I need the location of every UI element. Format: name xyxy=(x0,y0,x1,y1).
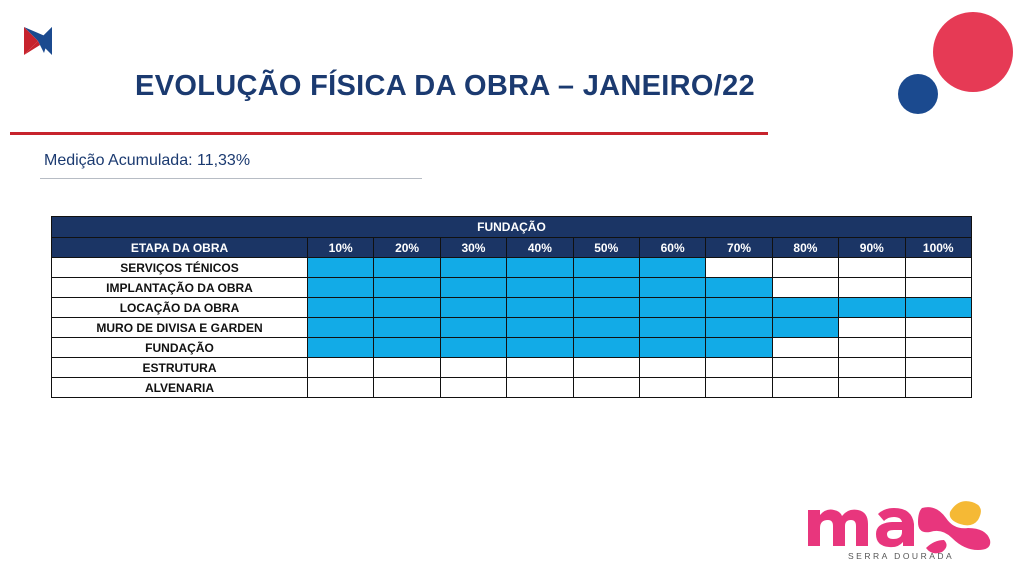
progress-cell-filled xyxy=(573,278,639,298)
progress-cell-filled xyxy=(706,338,772,358)
progress-cell-filled xyxy=(440,258,506,278)
progress-cell-filled xyxy=(440,278,506,298)
progress-cell-filled xyxy=(706,318,772,338)
progress-cell-filled xyxy=(440,318,506,338)
progress-cell-empty xyxy=(905,318,971,338)
percent-column-header: 40% xyxy=(507,238,573,258)
header-row xyxy=(52,238,972,258)
progress-table xyxy=(51,216,972,398)
progress-cell-empty xyxy=(905,378,971,398)
progress-cell-empty xyxy=(308,378,374,398)
progress-cell-filled xyxy=(639,258,705,278)
decorative-red-circle xyxy=(933,12,1013,92)
table-row xyxy=(52,258,972,278)
progress-cell-filled xyxy=(706,278,772,298)
table-row xyxy=(52,358,972,378)
progress-cell-filled xyxy=(839,298,905,318)
table-row xyxy=(52,338,972,358)
progress-cell-filled xyxy=(308,258,374,278)
progress-cell-empty xyxy=(374,358,440,378)
progress-cell-filled xyxy=(573,298,639,318)
table-row xyxy=(52,298,972,318)
percent-column-header: 10% xyxy=(308,238,374,258)
progress-cell-empty xyxy=(639,378,705,398)
company-x-logo-icon xyxy=(22,25,54,57)
percent-column-header: 50% xyxy=(573,238,639,258)
progress-cell-filled xyxy=(374,278,440,298)
stage-name: LOCAÇÃO DA OBRA xyxy=(52,298,308,318)
progress-cell-empty xyxy=(772,258,838,278)
decorative-blue-circle xyxy=(898,74,938,114)
progress-cell-empty xyxy=(905,358,971,378)
percent-column-header: 80% xyxy=(772,238,838,258)
progress-cell-empty xyxy=(440,378,506,398)
progress-cell-filled xyxy=(507,338,573,358)
progress-cell-filled xyxy=(639,318,705,338)
progress-cell-empty xyxy=(839,318,905,338)
progress-cell-empty xyxy=(905,278,971,298)
progress-cell-empty xyxy=(905,258,971,278)
progress-cell-empty xyxy=(440,358,506,378)
progress-cell-empty xyxy=(905,338,971,358)
page-title: EVOLUÇÃO FÍSICA DA OBRA – JANEIRO/22 xyxy=(135,70,755,102)
stage-name: SERVIÇOS TÉNICOS xyxy=(52,258,308,278)
progress-cell-empty xyxy=(573,378,639,398)
progress-cell-filled xyxy=(639,278,705,298)
progress-cell-empty xyxy=(639,358,705,378)
measurement-divider xyxy=(40,178,422,179)
percent-column-header: 70% xyxy=(706,238,772,258)
section-title: FUNDAÇÃO xyxy=(52,217,972,238)
progress-cell-filled xyxy=(507,318,573,338)
percent-column-header: 60% xyxy=(639,238,705,258)
stage-name: MURO DE DIVISA E GARDEN xyxy=(52,318,308,338)
progress-cell-filled xyxy=(440,298,506,318)
stage-column-header: ETAPA DA OBRA xyxy=(52,238,308,258)
progress-cell-filled xyxy=(308,278,374,298)
progress-cell-empty xyxy=(772,358,838,378)
progress-cell-empty xyxy=(839,358,905,378)
title-divider xyxy=(10,132,768,135)
progress-cell-filled xyxy=(772,318,838,338)
progress-cell-filled xyxy=(308,318,374,338)
progress-cell-filled xyxy=(374,338,440,358)
percent-column-header: 20% xyxy=(374,238,440,258)
progress-cell-filled xyxy=(639,298,705,318)
progress-cell-filled xyxy=(639,338,705,358)
progress-cell-filled xyxy=(374,298,440,318)
progress-cell-filled xyxy=(573,318,639,338)
progress-cell-empty xyxy=(839,278,905,298)
stage-name: ESTRUTURA xyxy=(52,358,308,378)
progress-cell-empty xyxy=(507,378,573,398)
progress-cell-empty xyxy=(839,378,905,398)
progress-cell-filled xyxy=(308,298,374,318)
progress-cell-empty xyxy=(706,378,772,398)
progress-cell-empty xyxy=(772,378,838,398)
table-row xyxy=(52,378,972,398)
progress-cell-filled xyxy=(507,258,573,278)
table-body xyxy=(52,258,972,398)
progress-cell-filled xyxy=(374,258,440,278)
progress-cell-filled xyxy=(573,258,639,278)
progress-cell-empty xyxy=(706,258,772,278)
progress-cell-filled xyxy=(507,298,573,318)
progress-cell-filled xyxy=(772,298,838,318)
progress-cell-empty xyxy=(839,338,905,358)
accumulated-measurement: Medição Acumulada: 11,33% xyxy=(44,152,251,169)
progress-cell-filled xyxy=(573,338,639,358)
table-row xyxy=(52,318,972,338)
progress-cell-filled xyxy=(308,338,374,358)
progress-cell-filled xyxy=(440,338,506,358)
progress-cell-empty xyxy=(507,358,573,378)
brand-subtitle: SERRA DOURADA xyxy=(848,551,955,561)
progress-cell-empty xyxy=(772,278,838,298)
progress-cell-empty xyxy=(772,338,838,358)
stage-name: ALVENARIA xyxy=(52,378,308,398)
progress-cell-empty xyxy=(308,358,374,378)
percent-column-header: 30% xyxy=(440,238,506,258)
stage-name: IMPLANTAÇÃO DA OBRA xyxy=(52,278,308,298)
percent-column-header: 90% xyxy=(839,238,905,258)
progress-cell-filled xyxy=(905,298,971,318)
progress-cell-empty xyxy=(839,258,905,278)
progress-cell-empty xyxy=(573,358,639,378)
stage-name: FUNDAÇÃO xyxy=(52,338,308,358)
progress-cell-filled xyxy=(706,298,772,318)
progress-cell-filled xyxy=(507,278,573,298)
percent-column-header: 100% xyxy=(905,238,971,258)
progress-cell-empty xyxy=(374,378,440,398)
table-row xyxy=(52,278,972,298)
progress-cell-empty xyxy=(706,358,772,378)
progress-cell-filled xyxy=(374,318,440,338)
